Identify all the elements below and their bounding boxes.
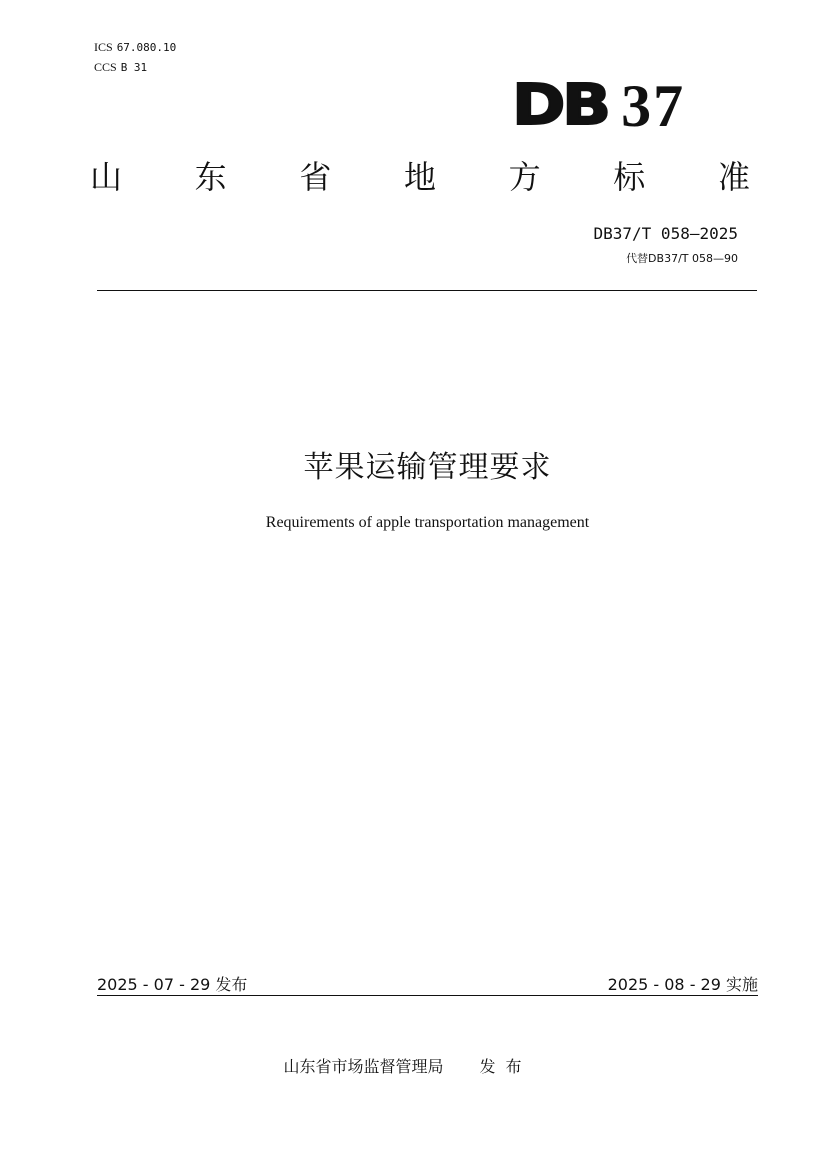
implementation-date: 2025 - 08 - 29 实施 [607, 975, 758, 994]
ccs-line [94, 60, 147, 75]
bottom-divider [97, 995, 758, 996]
publish-label: 发布 [479, 1057, 532, 1076]
top-divider [97, 290, 757, 291]
issuer-name: 山东省市场监督管理局 [283, 1057, 444, 1076]
db37-logo [512, 72, 686, 139]
logo-province-code: 37 [621, 73, 686, 139]
replaces-standard: 代替DB37/T 058—90 [626, 252, 738, 265]
ics-label: ICS [94, 40, 113, 54]
issue-date: 2025 - 07 - 29 发布 [97, 975, 248, 994]
title-english: Requirements of apple transportation management [265, 514, 590, 531]
standard-type-char: 准 [717, 158, 750, 196]
ccs-label: CCS [94, 60, 117, 74]
standard-type-char: 山 [90, 158, 123, 196]
standard-type-char: 标 [613, 158, 646, 196]
standard-type-char: 方 [508, 158, 541, 196]
title-chinese: 苹果运输管理要求 [303, 450, 552, 485]
standard-type-char: 地 [403, 158, 436, 196]
standard-number: DB37/T 058—2025 [593, 224, 738, 243]
standard-type-char: 省 [299, 158, 332, 196]
ics-value: 67.080.10 [116, 41, 177, 54]
ics-line [94, 40, 176, 55]
standard-type [90, 152, 750, 198]
ccs-value: B 31 [120, 61, 148, 74]
standard-type-char: 东 [194, 158, 227, 196]
logo-db-mark: DB [512, 73, 608, 138]
issuer-line [0, 1054, 815, 1077]
